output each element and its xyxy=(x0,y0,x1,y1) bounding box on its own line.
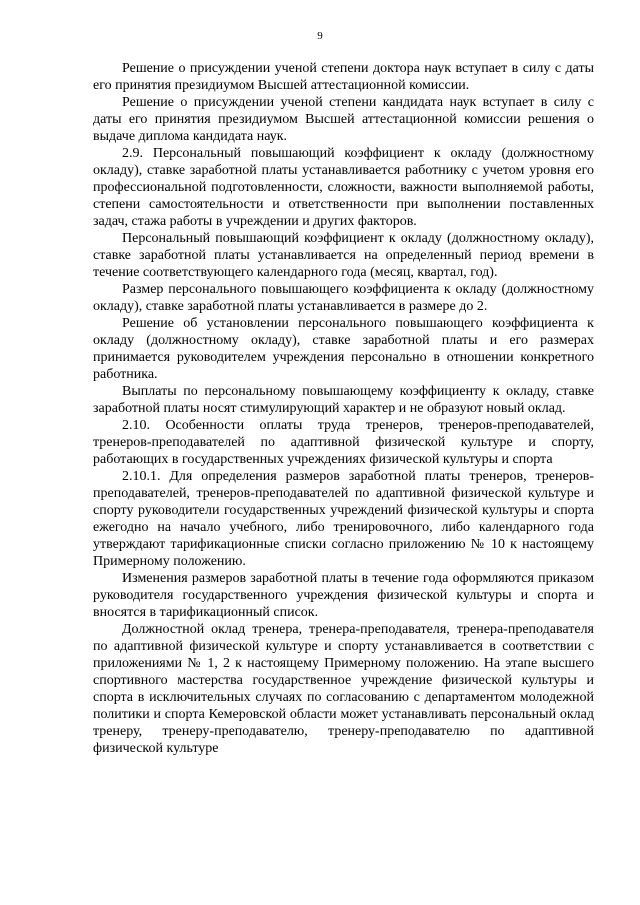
paragraph-coefficient-size: Размер персонального повышающего коэффициента к окладу (должностному окладу), ставке заработной платы устанавливается в размере до 2. xyxy=(93,282,594,314)
paragraph-doctorate-decision: Решение о присуждении ученой степени доктора наук вступает в силу с даты его принятия президиумом Высшей аттестационной комиссии. xyxy=(93,61,594,93)
paragraph-candidate-decision: Решение о присуждении ученой степени кандидата наук вступает в силу с даты его принятия президиумом Высшей аттестационной комиссии решения о выдаче диплома кандидата наук. xyxy=(93,95,594,144)
paragraph-coefficient-decision: Решение об установлении персонального повышающего коэффициента к окладу (должностному окладу), ставке заработной платы и его размерах принимается руководителем учреждения персонально в отношении конкретного работника. xyxy=(93,316,594,382)
paragraph-official-salary: Должностной оклад тренера, тренера-преподавателя, тренера-преподавателя по адаптивной физической культуре и спорту устанавливается в соответствии с приложениями № 1, 2 к настоящему Примерному положению. На этапе высшего спортивного мастерства государственное учреждение физической культуры и спорта в исключительных случаях по согласованию с департаментом молодежной политики и спорта Кемеровской области может устанавливать персональный оклад тренеру, тренеру-преподавателю, тренеру-преподавателю по адаптивной физической культуре xyxy=(93,622,594,756)
paragraph-coefficient-payments: Выплаты по персональному повышающему коэффициенту к окладу, ставке заработной платы носят стимулирующий характер и не образуют новый оклад. xyxy=(93,384,594,416)
document-body xyxy=(93,60,594,757)
paragraph-coefficient-period: Персональный повышающий коэффициент к окладу (должностному окладу), ставке заработной платы устанавливается на определенный период времени в течение соответствующего календарного года (месяц, квартал, год). xyxy=(93,231,594,280)
paragraph-2-10-coaches-pay: 2.10. Особенности оплаты труда тренеров, тренеров-преподавателей, тренеров-преподавателей по адаптивной физической культуре и спорту, работающих в государственных учреждениях физической культуры и спорта xyxy=(93,418,594,467)
paragraph-2-10-1-tariff-lists: 2.10.1. Для определения размеров заработной платы тренеров, тренеров-преподавателей, тренеров-преподавателей по адаптивной физической культуре и спорту руководители государственных учреждений физической культуры и спорта ежегодно на начало учебного, либо тренировочного, либо календарного года утверждают тарификационные списки согласно приложению № 10 к настоящему Примерному положению. xyxy=(93,469,594,569)
paragraph-2-9-personal-coefficient: 2.9. Персональный повышающий коэффициент к окладу (должностному окладу), ставке заработной платы устанавливается работнику с учетом уровня его профессиональной подготовленности, сложности, важности выполняемой работы, степени самостоятельности и ответственности при выполнении поставленных задач, стажа работы в учреждении и других факторов. xyxy=(93,146,594,229)
paragraph-salary-changes: Изменения размеров заработной платы в течение года оформляются приказом руководителя государственного учреждения физической культуры и спорта и вносятся в тарификационный список. xyxy=(93,571,594,620)
page-number: 9 xyxy=(317,30,323,42)
